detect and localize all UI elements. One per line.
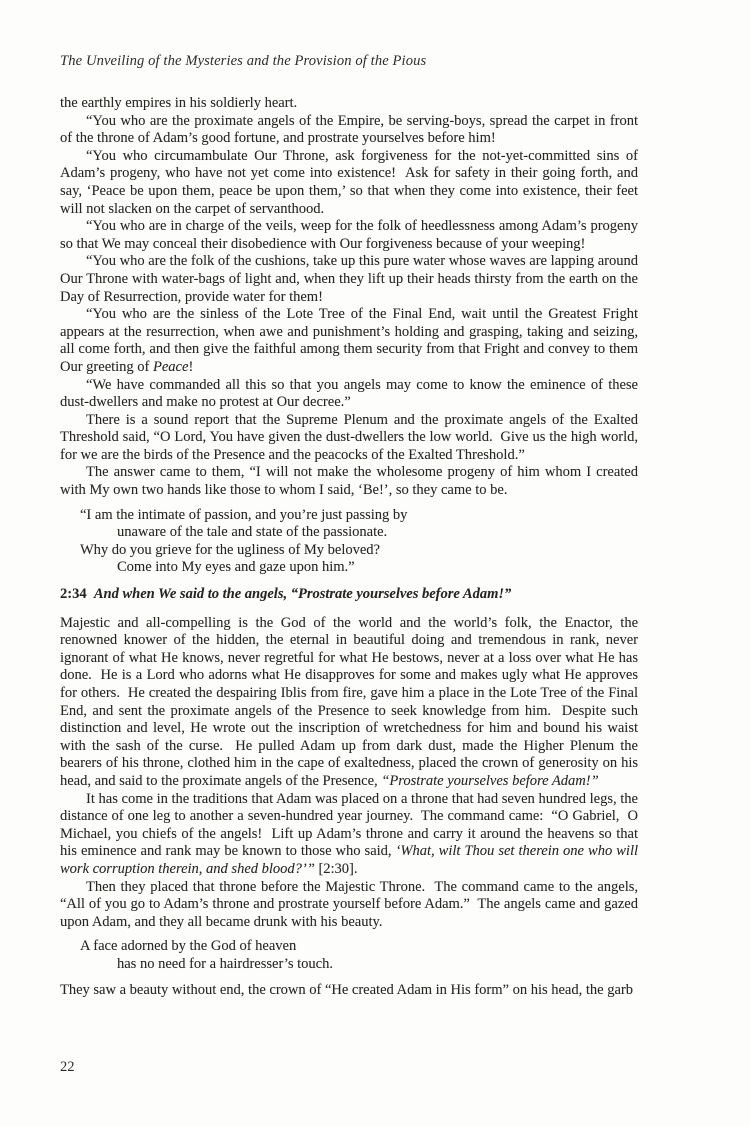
paragraph xyxy=(60,464,642,499)
verse-line: Why do you grieve for the ugliness of My beloved? xyxy=(80,541,380,558)
text-run: the earthly empires in his soldierly heart. xyxy=(60,95,298,111)
text-run: “You who are the proximate angels of the Empire, be serving-boys, spread the carpet in front of the throne of Adam’s good fortune, and prostrate yourselves before him! xyxy=(60,112,642,147)
paragraph xyxy=(60,376,642,412)
text-run: Then they placed that throne before the Majestic Throne. The command came to the angels, “All of you go to Adam’s throne and prostrate yourself before Adam.” The angels came and gazed upon Adam, and they all became drunk with his beauty. xyxy=(60,878,642,930)
paragraph xyxy=(60,253,642,306)
text-run: “Prostrate yourselves before Adam!” xyxy=(381,772,599,789)
paragraph xyxy=(60,306,642,376)
text-run: 2:34 xyxy=(60,586,94,603)
page-number: 22 xyxy=(60,1059,75,1075)
verse-line: Come into My eyes and gaze upon him.” xyxy=(117,559,355,576)
paragraph xyxy=(60,614,642,791)
text-run: There is a sound report that the Supreme Plenum and the proximate angels of the Exalted Threshold said, “O Lord, You have given the dust-dwellers the low world. Give us the high world, for we are the birds of the Presence and the peacocks of the Exalted Threshold.” xyxy=(60,411,642,463)
paragraph xyxy=(60,411,642,465)
text-run: “You who are the sinless of the Lote Tree of the Final End, wait until the Greatest Fright appears at the resurrection, when awe and punishment’s holding and grasping, taking and seizing, all come forth, and then give the faithful among them security from that Fright and convey to them Our greeting of xyxy=(60,306,642,375)
text-run: “You who circumambulate Our Throne, ask forgiveness for the not-yet-committed sins of Adam’s progeny, who have not yet come into existence! Ask for safety in their going forth, and say, ‘Peace be upon them, peace be upon them,’ so that when they come into existence, their feet will not slacken on the carpet of servanthood. xyxy=(60,147,642,217)
verse-line: unaware of the tale and state of the passionate. xyxy=(117,524,388,541)
body-text xyxy=(60,95,642,999)
text-run: “We have commanded all this so that you angels may come to know the eminence of these dust-dwellers and make no protest at Our decree.” xyxy=(60,376,642,411)
paragraph xyxy=(60,790,642,879)
text-run: ‘What, wilt Thou set therein one who will work corruption therein, and shed blood?’” xyxy=(60,843,642,877)
text-run: It has come in the traditions that Adam was placed on a throne that had seven hundred legs, the distance of one leg to another a seven-hundred year journey. The command came: “O Gabriel, O Michael, you chiefs of the angels! Lift up Adam’s throne and carry it around the heavens so that his eminence and rank may be known to those who said, xyxy=(60,790,642,860)
paragraph xyxy=(60,218,642,253)
text-run: Peace xyxy=(153,358,189,375)
paragraph xyxy=(60,95,638,113)
verse-line: A face adorned by the God of heaven xyxy=(80,938,297,955)
verse-line: “I am the intimate of passion, and you’re just passing by xyxy=(80,506,408,523)
text-run: “You who are the folk of the cushions, take up this pure water whose waves are lapping around Our Throne with water-bags of light and, when they lift up their heads thirsty from the earth on the Day of Resurrection, provide water for them! xyxy=(60,253,642,305)
paragraph xyxy=(60,878,642,932)
text-run: And when We said to the angels, “Prostrate yourselves before Adam!” xyxy=(93,586,512,603)
text-run: “You who are in charge of the veils, weep for the folk of heedlessness among Adam’s progeny so that We may conceal their disobedience with Our forgiveness because of your weeping! xyxy=(60,218,642,252)
text-run: Majestic and all-compelling is the God of the world and the world’s folk, the Enactor, the renowned knower of the hidden, the eternal in beautiful doing and tremendous in rank, never ignorant of what He knows, never regretful for what He bestows, never at a loss over what He has done. He is a Lord who adorns what He disapproves for some and makes ugly what He approves for others. He created the despairing Iblis from fire, gave him a place in the Lote Tree of the Final End, and sent the proximate angels of the Presence to seek knowledge from him. Despite such distinction and level, He wrote out the inscription of wretchedness for him and bound his waist with the sash of the curse. He pulled Adam up from dark dust, made the Higher Plenum the bearers of his throne, clothed him in the cape of exaltedness, placed the crown of generosity on his head, and said to the proximate angels of the Presence, xyxy=(60,614,642,789)
section-heading xyxy=(60,586,638,604)
running-header: The Unveiling of the Mysteries and the Provision of the Pious xyxy=(60,53,427,69)
paragraph xyxy=(60,112,642,148)
verse-line: has no need for a hairdresser’s touch. xyxy=(117,955,333,972)
text-run: The answer came to them, “I will not make the wholesome progeny of him whom I created with My own two hands like those to whom I said, ‘Be!’, so they came to be. xyxy=(60,464,642,499)
text-run: They saw a beauty without end, the crown of “He created Adam in His form” on his head, the garb xyxy=(60,981,633,998)
paragraph xyxy=(60,147,642,218)
text-run: [2:30]. xyxy=(314,860,358,877)
verse-block xyxy=(60,507,638,577)
text-run: ! xyxy=(188,358,194,375)
verse-block xyxy=(60,938,638,973)
paragraph xyxy=(60,982,638,1000)
